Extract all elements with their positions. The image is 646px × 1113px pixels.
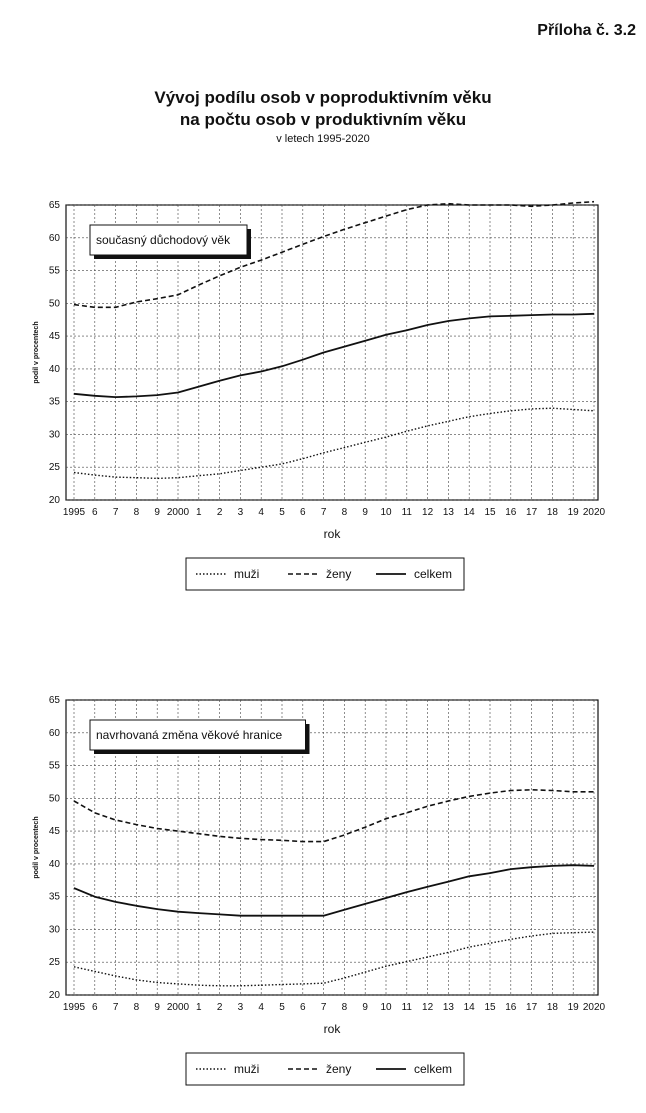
y-tick-label: 45 — [48, 331, 60, 343]
x-tick-label: 3 — [237, 1002, 244, 1013]
x-tick-label: 19 — [567, 507, 579, 518]
x-tick-label: 15 — [484, 1002, 496, 1013]
x-tick-label: 16 — [505, 1002, 517, 1013]
x-axis-label: rok — [323, 527, 341, 541]
y-tick-label: 65 — [48, 200, 60, 211]
legend-label: ženy — [326, 567, 352, 581]
x-tick-label: 1995 — [62, 1002, 86, 1013]
series-line-solid — [74, 865, 594, 916]
x-tick-label: 1995 — [62, 507, 86, 518]
y-tick-label: 35 — [48, 396, 60, 408]
legend-label: muži — [234, 1062, 260, 1076]
annex-label: Příloha č. 3.2 — [537, 22, 636, 39]
x-tick-label: 13 — [442, 507, 454, 518]
y-tick-label: 50 — [48, 793, 60, 805]
x-tick-label: 6 — [92, 1002, 98, 1013]
x-tick-label: 12 — [422, 1002, 434, 1013]
legend-label: celkem — [414, 567, 453, 581]
chart-title-line2: na počtu osob v produktivním věku — [179, 110, 467, 129]
x-tick-label: 11 — [401, 507, 412, 518]
x-tick-label: 4 — [258, 507, 264, 518]
annotation-text: současný důchodový věk — [96, 233, 231, 247]
series-line-dotted — [74, 932, 594, 986]
x-tick-label: 18 — [546, 1002, 558, 1013]
x-tick-label: 11 — [401, 1002, 412, 1013]
x-tick-label: 15 — [484, 507, 496, 518]
legend-label: muži — [234, 567, 260, 581]
x-tick-label: 9 — [362, 1002, 368, 1013]
series-line-dotted — [74, 408, 594, 478]
x-tick-label: 7 — [112, 1002, 119, 1013]
y-tick-label: 55 — [48, 760, 60, 772]
y-tick-label: 25 — [48, 462, 60, 474]
chart-title-line1: Vývoj podílu osob v poproduktivním věku — [154, 88, 492, 107]
x-tick-label: 9 — [362, 507, 368, 518]
y-tick-label: 55 — [48, 265, 60, 277]
x-tick-label: 14 — [463, 507, 475, 518]
x-tick-label: 7 — [320, 507, 327, 518]
series-line-solid — [74, 314, 594, 397]
x-tick-label: 8 — [133, 1002, 140, 1013]
x-tick-label: 10 — [380, 1002, 392, 1013]
y-tick-label: 30 — [48, 429, 60, 441]
x-tick-label: 1 — [196, 507, 202, 518]
chart-proposed-age-change — [0, 690, 646, 1110]
x-tick-label: 5 — [279, 507, 285, 518]
x-tick-label: 17 — [526, 507, 538, 518]
y-axis-label: podíl v procentech — [33, 321, 40, 384]
x-tick-label: 12 — [422, 507, 434, 518]
y-tick-label: 60 — [48, 232, 60, 244]
x-tick-label: 7 — [112, 507, 119, 518]
annotation-text: navrhovaná změna věkové hranice — [96, 728, 283, 742]
x-axis-label: rok — [323, 1022, 341, 1036]
y-tick-label: 25 — [48, 957, 60, 969]
x-tick-label: 9 — [154, 1002, 160, 1013]
y-tick-label: 40 — [48, 858, 60, 870]
x-tick-label: 2000 — [166, 507, 190, 518]
y-tick-label: 50 — [48, 298, 60, 310]
y-tick-label: 30 — [48, 924, 60, 936]
y-tick-label: 40 — [48, 363, 60, 375]
y-axis-label: podíl v procentech — [33, 816, 40, 879]
legend-label: ženy — [326, 1062, 352, 1076]
x-tick-label: 8 — [341, 1002, 348, 1013]
y-tick-label: 20 — [48, 495, 60, 506]
x-tick-label: 17 — [526, 1002, 538, 1013]
x-tick-label: 13 — [442, 1002, 454, 1013]
x-tick-label: 14 — [463, 1002, 475, 1013]
x-tick-label: 5 — [279, 1002, 285, 1013]
x-tick-label: 2020 — [582, 507, 606, 518]
x-tick-label: 2000 — [166, 1002, 190, 1013]
series-line-dashed — [74, 790, 594, 842]
x-tick-label: 4 — [258, 1002, 264, 1013]
x-tick-label: 6 — [92, 507, 98, 518]
y-tick-label: 20 — [48, 990, 60, 1001]
legend-label: celkem — [414, 1062, 453, 1076]
x-tick-label: 8 — [133, 507, 140, 518]
x-tick-label: 1 — [196, 1002, 202, 1013]
x-tick-label: 8 — [341, 507, 348, 518]
x-tick-label: 2 — [216, 507, 223, 518]
chart-current-retirement-age — [0, 195, 646, 615]
x-tick-label: 16 — [505, 507, 517, 518]
chart-subtitle: v letech 1995-2020 — [276, 133, 370, 145]
x-tick-label: 10 — [380, 507, 392, 518]
y-tick-label: 65 — [48, 695, 60, 706]
x-tick-label: 2 — [216, 1002, 223, 1013]
y-tick-label: 35 — [48, 891, 60, 903]
x-tick-label: 7 — [320, 1002, 327, 1013]
x-tick-label: 3 — [237, 507, 244, 518]
y-tick-label: 60 — [48, 727, 60, 739]
x-tick-label: 6 — [300, 507, 306, 518]
x-tick-label: 9 — [154, 507, 160, 518]
x-tick-label: 2020 — [582, 1002, 606, 1013]
x-tick-label: 19 — [567, 1002, 579, 1013]
x-tick-label: 6 — [300, 1002, 306, 1013]
x-tick-label: 18 — [546, 507, 558, 518]
y-tick-label: 45 — [48, 826, 60, 838]
